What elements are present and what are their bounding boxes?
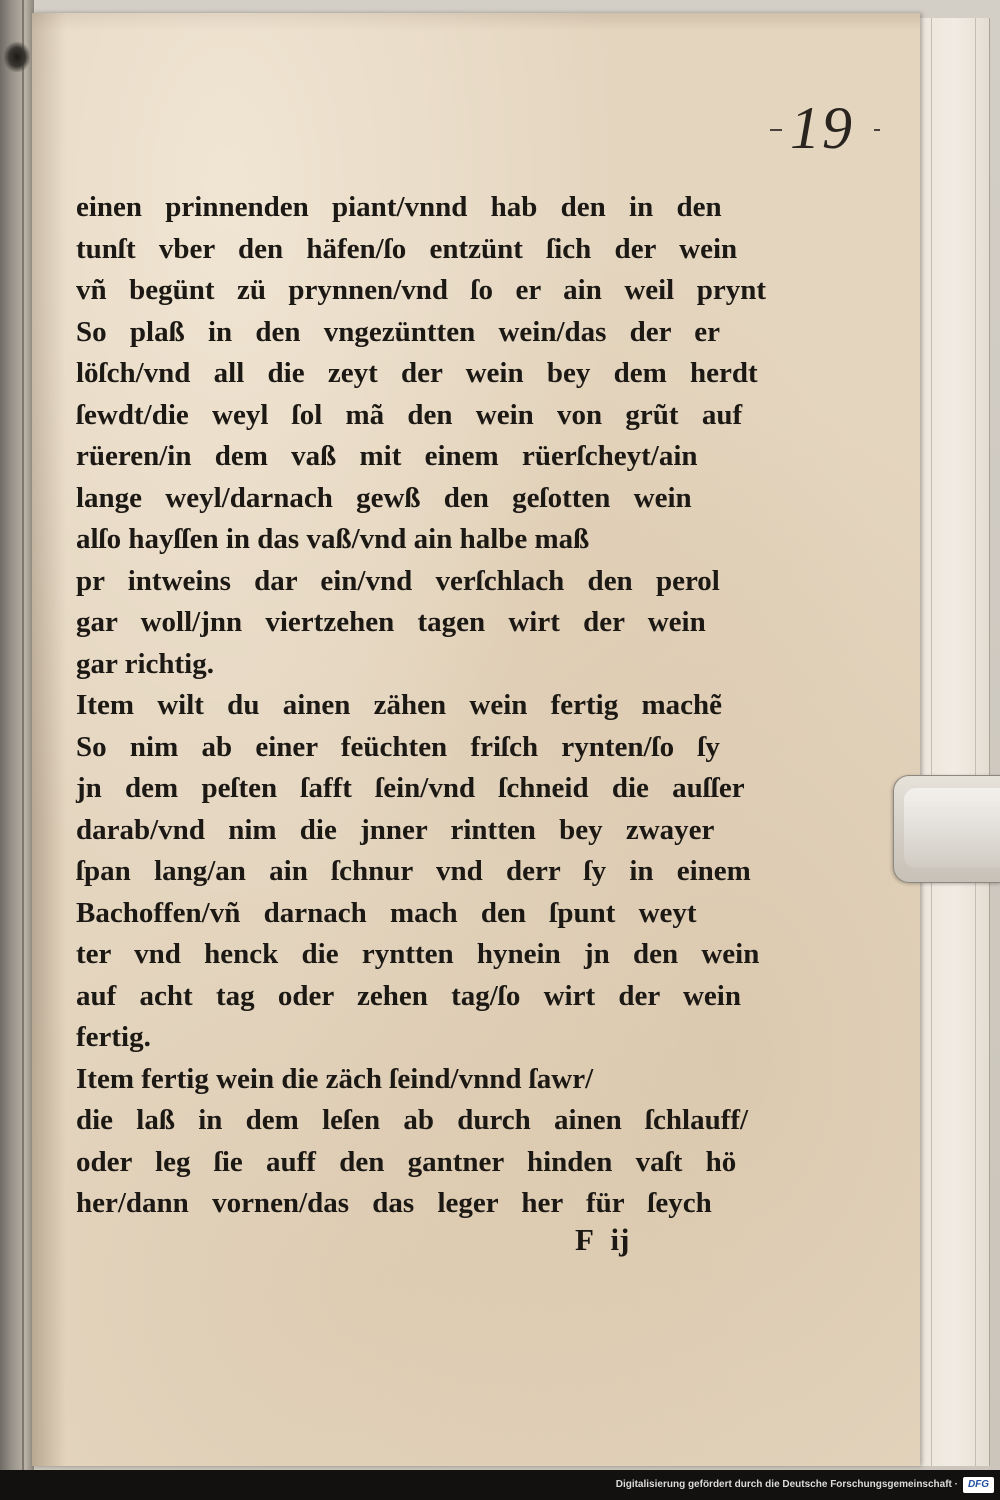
- text-line: gar woll/jnn viertzehen tagen wirt der wein: [76, 606, 706, 638]
- folio-number: [790, 93, 854, 163]
- text-line: So nim ab einer feüchten friſch rynten/ſo ſy: [76, 730, 720, 763]
- footer-credit: Digitalisierung gefördert durch die Deutsche Forschungsgemeinschaft ·: [615, 1479, 958, 1490]
- sheet-edge-line: [931, 18, 932, 1466]
- text-line: einen prinnenden piant/vnnd hab den in den: [76, 191, 722, 223]
- folio-dash: [874, 129, 880, 131]
- text-line: vñ begünt zü prynnen/vnd ſo er ain weil prynt: [76, 274, 766, 306]
- text-line: löſch/vnd all die zeyt der wein bey dem herdt: [76, 357, 758, 389]
- text-line: Item fertig wein die zäch ſeind/vnnd ſawr/: [76, 1062, 594, 1095]
- book-binding-edge: [0, 0, 34, 1470]
- text-line: rüeren/in dem vaß mit einem rüerſcheyt/ain: [76, 440, 698, 472]
- text-line: ter vnd henck die ryntten hynein jn den wein: [76, 938, 760, 970]
- page-clip: [893, 775, 1000, 883]
- text-line: die laß in dem leſen ab durch ainen ſchlauff/: [76, 1104, 749, 1136]
- binding-crease: [22, 0, 24, 1470]
- binding-thread-mark: [4, 42, 30, 72]
- text-line: jn dem peſten ſafft ſein/vnd ſchneid die auſſer: [76, 772, 745, 804]
- text-block: [76, 187, 766, 1225]
- text-line: ſewdt/die weyl ſol mã den wein von grũt auf: [76, 398, 743, 431]
- text-line: So plaß in den vngezüntten wein/das der er: [76, 315, 721, 348]
- book-page: [32, 13, 920, 1466]
- text-line: auf acht tag oder zehen tag/ſo wirt der wein: [76, 979, 741, 1012]
- folio-number-text: 19: [790, 95, 854, 161]
- text-line: tunſt vber den häfen/ſo entzünt ſich der wein: [76, 232, 738, 265]
- dfg-logo: DFG: [963, 1477, 994, 1493]
- signature-mark: F ij: [575, 1222, 630, 1257]
- footer-bar: [0, 1470, 1000, 1500]
- text-line: oder leg ſie auff den gantner hinden vaſt hö: [76, 1145, 737, 1178]
- text-line: alſo hayſſen in das vaß/vnd ain halbe maß: [76, 523, 590, 555]
- text-line: ſpan lang/an ain ſchnur vnd derr ſy in einem: [76, 855, 751, 887]
- clip-highlight: [904, 788, 1000, 868]
- text-line: her/dann vornen/das das leger her für ſeych: [76, 1187, 712, 1219]
- text-line: pr intweins dar ein/vnd verſchlach den perol: [76, 564, 720, 597]
- sheet-edge-line: [975, 18, 976, 1466]
- text-line: gar richtig.: [76, 647, 214, 680]
- text-line: fertig.: [76, 1021, 151, 1053]
- text-line: lange weyl/darnach gewß den geſotten wein: [76, 481, 692, 514]
- text-line: Item wilt du ainen zähen wein fertig machẽ: [76, 689, 723, 721]
- text-line: darab/vnd nim die jnner rintten bey zwayer: [76, 813, 715, 846]
- folio-dash: [770, 129, 782, 131]
- text-line: Bachoffen/vñ darnach mach den ſpunt weyt: [76, 896, 697, 929]
